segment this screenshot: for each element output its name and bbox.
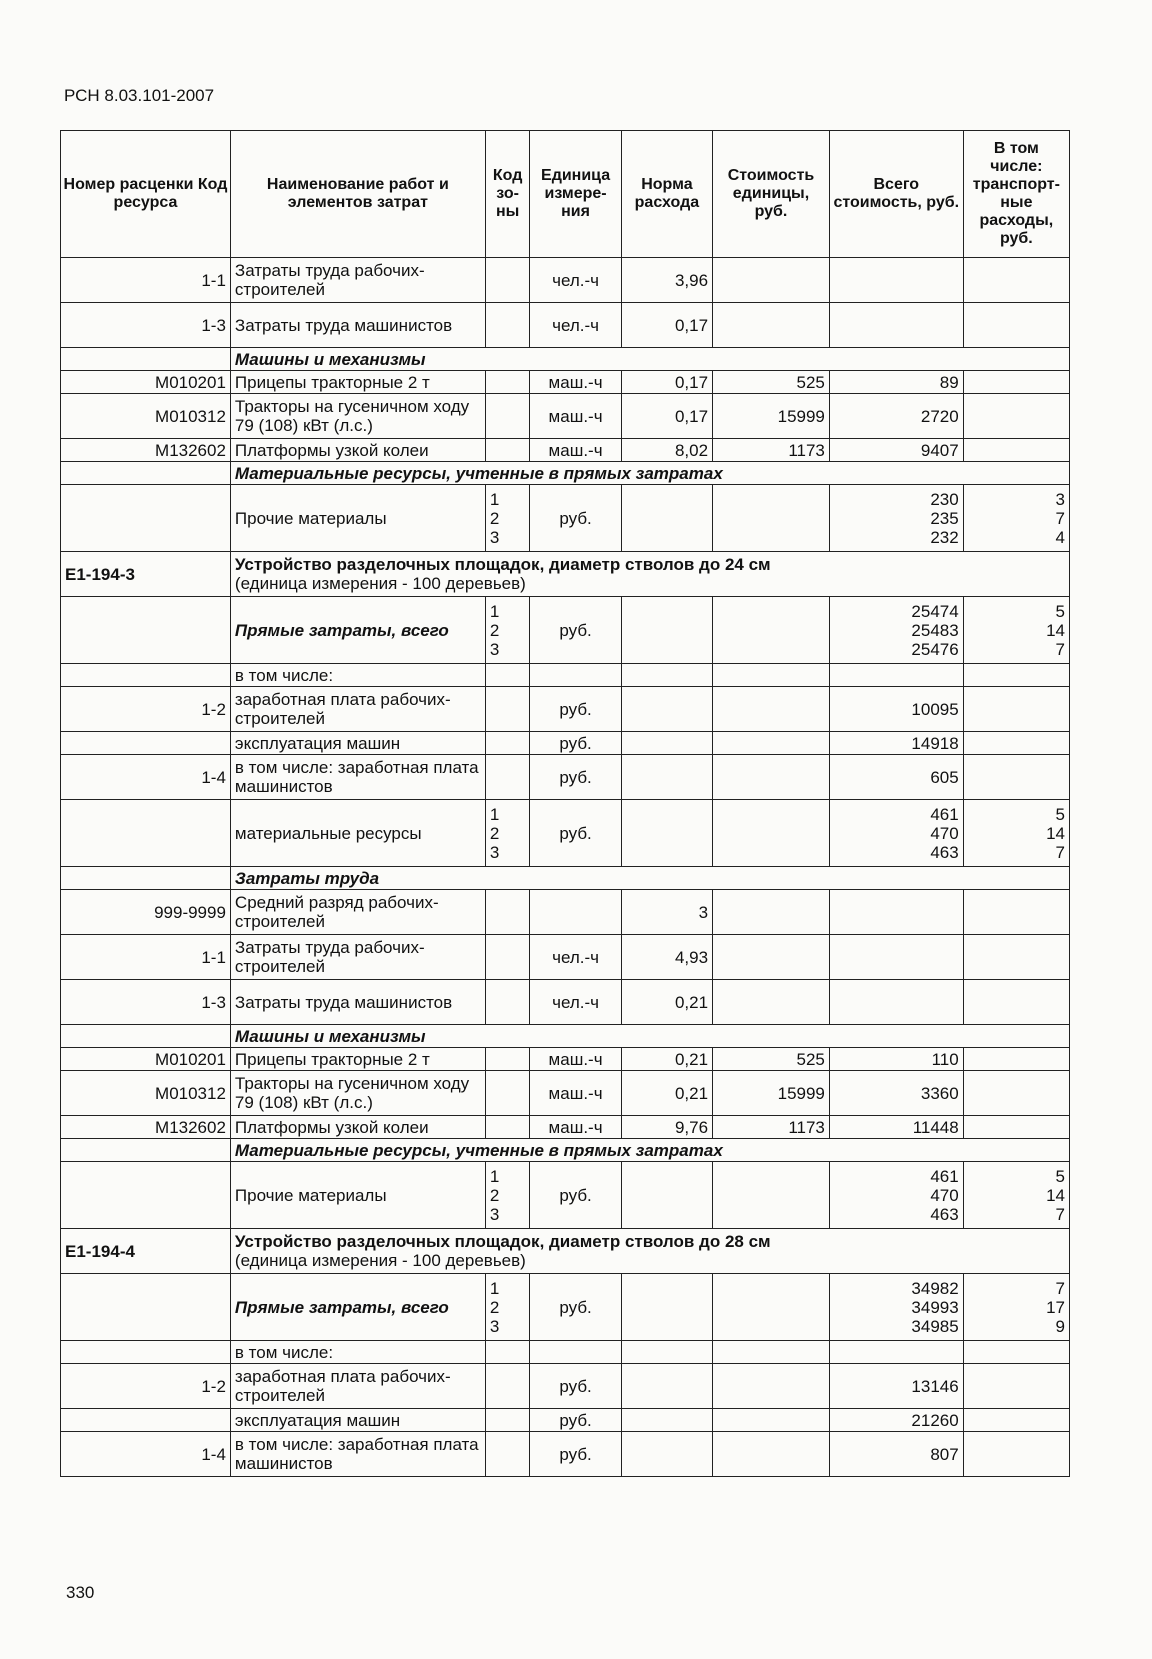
zone-code (485, 1432, 530, 1477)
transport-cost (963, 303, 1069, 348)
resource-code (61, 1162, 231, 1229)
unit-of-measure: чел.-ч (530, 980, 621, 1025)
norm-value (621, 1274, 712, 1341)
resource-code: 1-2 (61, 687, 231, 732)
table-row (61, 485, 1070, 552)
resource-code: М010201 (61, 371, 231, 394)
zone-code: 1 2 3 (485, 485, 530, 552)
unit-cost (713, 687, 830, 732)
table-row (61, 1364, 1070, 1409)
unit-cost (713, 258, 830, 303)
document-code: РСН 8.03.101-2007 (64, 86, 215, 105)
rate-title: Устройство разделочных площадок, диаметр стволов до 24 см (234, 555, 771, 574)
table-row (61, 1071, 1070, 1116)
norm-value: 9,76 (621, 1116, 712, 1139)
unit-cost (713, 1432, 830, 1477)
cost-element-name: в том числе: (230, 1341, 485, 1364)
total-cost: 21260 (829, 1409, 963, 1432)
cost-element-name: Затраты труда рабочих-строителей (230, 935, 485, 980)
unit-of-measure: руб. (530, 1364, 621, 1409)
header-name: Наименование работ и элементов затрат (230, 131, 485, 258)
table-body (61, 258, 1070, 1477)
unit-cost: 15999 (713, 394, 830, 439)
zone-code (485, 394, 530, 439)
rate-heading-row (61, 1229, 1070, 1274)
unit-of-measure: руб. (530, 1432, 621, 1477)
header-zone: Код зо-ны (485, 131, 530, 258)
zone-code: 1 2 3 (485, 1162, 530, 1229)
unit-cost (713, 1364, 830, 1409)
transport-cost (963, 687, 1069, 732)
unit-cost (713, 303, 830, 348)
section-title: Машины и механизмы (230, 1025, 1069, 1048)
zone-code (485, 1364, 530, 1409)
zone-code (485, 687, 530, 732)
header-total: Всего стоимость, руб. (829, 131, 963, 258)
resource-code (61, 485, 231, 552)
zone-code: 1 2 3 (485, 1274, 530, 1341)
cost-element-name: Прицепы тракторные 2 т (230, 1048, 485, 1071)
norm-value: 0,17 (621, 371, 712, 394)
total-cost: 605 (829, 755, 963, 800)
unit-cost: 525 (713, 371, 830, 394)
cost-element-name: Прочие материалы (230, 1162, 485, 1229)
section-title: Материальные ресурсы, учтенные в прямых затратах (230, 462, 1069, 485)
unit-of-measure: руб. (530, 800, 621, 867)
total-cost (829, 303, 963, 348)
resource-code: 1-4 (61, 755, 231, 800)
norm-value (621, 1162, 712, 1229)
table-row (61, 687, 1070, 732)
cost-element-name: Затраты труда машинистов (230, 980, 485, 1025)
unit-of-measure: руб. (530, 687, 621, 732)
resource-code: 1-3 (61, 303, 231, 348)
total-cost: 2720 (829, 394, 963, 439)
unit-cost: 1173 (713, 1116, 830, 1139)
table-row (61, 371, 1070, 394)
zone-code (485, 371, 530, 394)
resource-code: 1-4 (61, 1432, 231, 1477)
transport-cost (963, 439, 1069, 462)
unit-cost (713, 1341, 830, 1364)
resource-code (61, 597, 231, 664)
unit-of-measure: маш.-ч (530, 439, 621, 462)
unit-of-measure: руб. (530, 1409, 621, 1432)
transport-cost (963, 980, 1069, 1025)
transport-cost (963, 1341, 1069, 1364)
resource-code: М132602 (61, 1116, 231, 1139)
norm-value: 0,17 (621, 303, 712, 348)
norm-value (621, 664, 712, 687)
total-cost (829, 258, 963, 303)
table-row (61, 980, 1070, 1025)
rate-heading (230, 552, 1069, 597)
cost-element-name: Прямые затраты, всего (230, 597, 485, 664)
cost-element-name: в том числе: заработная плата машинистов (230, 755, 485, 800)
section-row (61, 1139, 1070, 1162)
table-row (61, 1409, 1070, 1432)
total-cost: 230 235 232 (829, 485, 963, 552)
unit-of-measure: чел.-ч (530, 303, 621, 348)
zone-code (485, 935, 530, 980)
cost-element-name: эксплуатация машин (230, 1409, 485, 1432)
norm-value: 0,21 (621, 1071, 712, 1116)
rate-measure-unit: (единица измерения - 100 деревьев) (234, 574, 526, 593)
norm-value: 3 (621, 890, 712, 935)
header-transport: В том числе: транспорт-ные расходы, руб. (963, 131, 1069, 258)
resource-code (61, 800, 231, 867)
unit-of-measure: маш.-ч (530, 371, 621, 394)
resource-code (61, 1341, 231, 1364)
transport-cost (963, 1071, 1069, 1116)
rate-code: Е1-194-3 (61, 552, 231, 597)
cost-element-name: Прочие материалы (230, 485, 485, 552)
table-row (61, 1048, 1070, 1071)
unit-of-measure (530, 1341, 621, 1364)
unit-cost (713, 597, 830, 664)
section-code-cell (61, 1025, 231, 1048)
transport-cost (963, 258, 1069, 303)
table-row (61, 800, 1070, 867)
table-row (61, 935, 1070, 980)
unit-cost (713, 935, 830, 980)
unit-of-measure: руб. (530, 485, 621, 552)
resource-code: М010312 (61, 1071, 231, 1116)
unit-of-measure: маш.-ч (530, 1048, 621, 1071)
resource-code: 999-9999 (61, 890, 231, 935)
zone-code (485, 1409, 530, 1432)
unit-cost (713, 732, 830, 755)
rate-heading (230, 1229, 1069, 1274)
table-row (61, 1432, 1070, 1477)
table-row (61, 664, 1070, 687)
total-cost: 3360 (829, 1071, 963, 1116)
norm-value (621, 687, 712, 732)
transport-cost (963, 755, 1069, 800)
zone-code (485, 303, 530, 348)
table-row (61, 1274, 1070, 1341)
unit-cost (713, 1409, 830, 1432)
unit-of-measure: чел.-ч (530, 935, 621, 980)
transport-cost (963, 664, 1069, 687)
cost-element-name: Средний разряд рабочих-строителей (230, 890, 485, 935)
transport-cost: 3 7 4 (963, 485, 1069, 552)
resource-code (61, 664, 231, 687)
section-row (61, 348, 1070, 371)
section-row (61, 867, 1070, 890)
zone-code (485, 890, 530, 935)
norm-value (621, 485, 712, 552)
table-row (61, 439, 1070, 462)
resource-code (61, 1409, 231, 1432)
table-row (61, 258, 1070, 303)
unit-cost (713, 755, 830, 800)
unit-of-measure: чел.-ч (530, 258, 621, 303)
transport-cost (963, 890, 1069, 935)
unit-of-measure (530, 664, 621, 687)
section-code-cell (61, 1139, 231, 1162)
transport-cost (963, 1364, 1069, 1409)
transport-cost (963, 1048, 1069, 1071)
total-cost: 807 (829, 1432, 963, 1477)
section-code-cell (61, 462, 231, 485)
transport-cost (963, 935, 1069, 980)
unit-of-measure: руб. (530, 755, 621, 800)
resource-code: 1-2 (61, 1364, 231, 1409)
unit-of-measure: маш.-ч (530, 394, 621, 439)
unit-cost (713, 664, 830, 687)
zone-code (485, 1048, 530, 1071)
transport-cost (963, 371, 1069, 394)
zone-code (485, 258, 530, 303)
total-cost: 89 (829, 371, 963, 394)
unit-of-measure: маш.-ч (530, 1071, 621, 1116)
zone-code (485, 1341, 530, 1364)
zone-code: 1 2 3 (485, 597, 530, 664)
cost-element-name: заработная плата рабочих-строителей (230, 687, 485, 732)
norm-value: 0,21 (621, 980, 712, 1025)
section-code-cell (61, 348, 231, 371)
cost-element-name: в том числе: заработная плата машинистов (230, 1432, 485, 1477)
transport-cost (963, 1432, 1069, 1477)
resource-code: М010201 (61, 1048, 231, 1071)
section-title: Материальные ресурсы, учтенные в прямых затратах (230, 1139, 1069, 1162)
zone-code (485, 980, 530, 1025)
zone-code (485, 439, 530, 462)
total-cost: 461 470 463 (829, 800, 963, 867)
zone-code (485, 1116, 530, 1139)
unit-cost: 525 (713, 1048, 830, 1071)
table-row (61, 732, 1070, 755)
resource-code: М010312 (61, 394, 231, 439)
unit-cost (713, 1162, 830, 1229)
cost-element-name: заработная плата рабочих-строителей (230, 1364, 485, 1409)
rate-heading-row (61, 552, 1070, 597)
unit-of-measure: руб. (530, 1162, 621, 1229)
table-row (61, 1341, 1070, 1364)
zone-code (485, 1071, 530, 1116)
unit-cost: 15999 (713, 1071, 830, 1116)
total-cost: 11448 (829, 1116, 963, 1139)
section-title: Машины и механизмы (230, 348, 1069, 371)
total-cost (829, 980, 963, 1025)
unit-of-measure: маш.-ч (530, 1116, 621, 1139)
table-row (61, 755, 1070, 800)
transport-cost: 7 17 9 (963, 1274, 1069, 1341)
section-row (61, 1025, 1070, 1048)
cost-element-name: Тракторы на гусеничном ходу 79 (108) кВт (л.с.) (230, 1071, 485, 1116)
cost-element-name: Прямые затраты, всего (230, 1274, 485, 1341)
transport-cost (963, 732, 1069, 755)
total-cost: 13146 (829, 1364, 963, 1409)
transport-cost (963, 394, 1069, 439)
cost-element-name: Затраты труда рабочих-строителей (230, 258, 485, 303)
norm-value: 4,93 (621, 935, 712, 980)
norm-value (621, 800, 712, 867)
norm-value: 3,96 (621, 258, 712, 303)
zone-code: 1 2 3 (485, 800, 530, 867)
resource-code (61, 1274, 231, 1341)
total-cost: 14918 (829, 732, 963, 755)
norm-value: 0,17 (621, 394, 712, 439)
total-cost (829, 935, 963, 980)
norm-value (621, 1432, 712, 1477)
total-cost (829, 890, 963, 935)
transport-cost (963, 1409, 1069, 1432)
cost-element-name: Тракторы на гусеничном ходу 79 (108) кВт (л.с.) (230, 394, 485, 439)
unit-of-measure: руб. (530, 597, 621, 664)
transport-cost: 5 14 7 (963, 800, 1069, 867)
table-row (61, 303, 1070, 348)
total-cost: 25474 25483 25476 (829, 597, 963, 664)
unit-of-measure (530, 890, 621, 935)
rates-table (60, 130, 1070, 1477)
cost-element-name: Прицепы тракторные 2 т (230, 371, 485, 394)
zone-code (485, 664, 530, 687)
cost-element-name: Затраты труда машинистов (230, 303, 485, 348)
cost-element-name: Платформы узкой колеи (230, 439, 485, 462)
cost-element-name: эксплуатация машин (230, 732, 485, 755)
table-header-row (61, 131, 1070, 258)
cost-element-name: Платформы узкой колеи (230, 1116, 485, 1139)
total-cost (829, 664, 963, 687)
rate-title: Устройство разделочных площадок, диаметр стволов до 28 см (234, 1232, 771, 1251)
section-code-cell (61, 867, 231, 890)
norm-value (621, 732, 712, 755)
resource-code: 1-3 (61, 980, 231, 1025)
page-number: 330 (66, 1583, 95, 1602)
zone-code (485, 755, 530, 800)
total-cost: 9407 (829, 439, 963, 462)
unit-cost (713, 800, 830, 867)
transport-cost: 5 14 7 (963, 1162, 1069, 1229)
unit-cost (713, 485, 830, 552)
unit-of-measure: руб. (530, 732, 621, 755)
norm-value: 0,21 (621, 1048, 712, 1071)
unit-cost (713, 890, 830, 935)
transport-cost (963, 1116, 1069, 1139)
cost-element-name: в том числе: (230, 664, 485, 687)
header-unit-cost: Стоимость единицы, руб. (713, 131, 830, 258)
header-unit: Единица измере-ния (530, 131, 621, 258)
resource-code: М132602 (61, 439, 231, 462)
unit-cost (713, 980, 830, 1025)
norm-value (621, 755, 712, 800)
total-cost: 10095 (829, 687, 963, 732)
table-row (61, 394, 1070, 439)
table-row (61, 597, 1070, 664)
header-code: Номер расценки Код ресурса (61, 131, 231, 258)
total-cost: 34982 34993 34985 (829, 1274, 963, 1341)
table-row (61, 1162, 1070, 1229)
header-norm: Норма расхода (621, 131, 712, 258)
resource-code: 1-1 (61, 935, 231, 980)
section-row (61, 462, 1070, 485)
total-cost: 461 470 463 (829, 1162, 963, 1229)
resource-code (61, 732, 231, 755)
total-cost: 110 (829, 1048, 963, 1071)
norm-value: 8,02 (621, 439, 712, 462)
norm-value (621, 1409, 712, 1432)
rate-measure-unit: (единица измерения - 100 деревьев) (234, 1251, 526, 1270)
unit-cost: 1173 (713, 439, 830, 462)
transport-cost: 5 14 7 (963, 597, 1069, 664)
table-row (61, 890, 1070, 935)
norm-value (621, 1341, 712, 1364)
norm-value (621, 1364, 712, 1409)
cost-element-name: материальные ресурсы (230, 800, 485, 867)
zone-code (485, 732, 530, 755)
unit-cost (713, 1274, 830, 1341)
unit-of-measure: руб. (530, 1274, 621, 1341)
total-cost (829, 1341, 963, 1364)
rate-code: Е1-194-4 (61, 1229, 231, 1274)
table-row (61, 1116, 1070, 1139)
section-title: Затраты труда (230, 867, 1069, 890)
norm-value (621, 597, 712, 664)
resource-code: 1-1 (61, 258, 231, 303)
